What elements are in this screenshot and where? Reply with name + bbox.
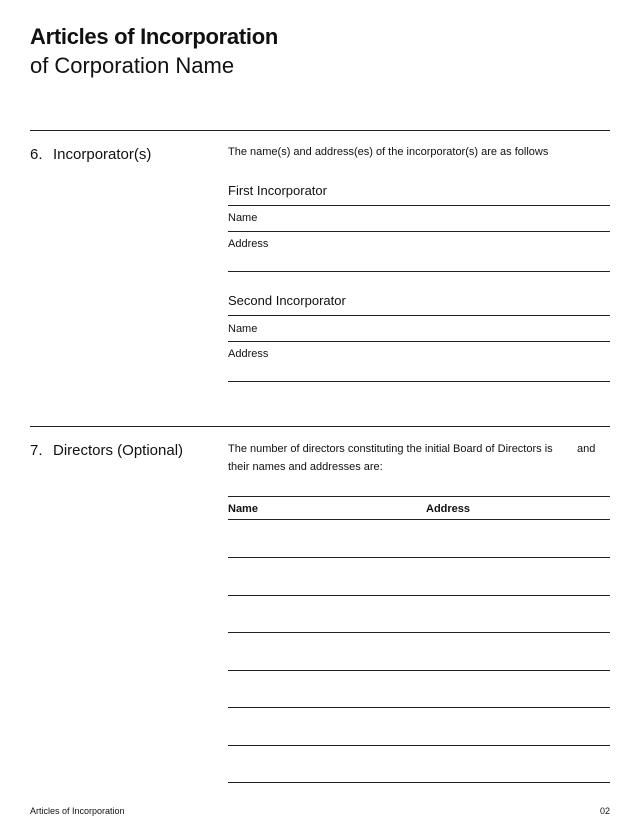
of-label: of [30,53,49,78]
director-entry-line[interactable] [228,670,610,671]
director-entry-line[interactable] [228,595,610,596]
name-column-header: Name [228,503,258,515]
document-title: Articles of Incorporation [30,24,278,49]
section-number: 7. [30,442,43,459]
page-number: 02 [599,806,610,816]
rule [228,205,610,206]
rule [228,381,610,382]
director-entry-line[interactable] [228,707,610,708]
directors-and-text: and [577,443,596,455]
second-incorporator-address-field[interactable]: Address [228,348,269,360]
rule [228,341,610,342]
directors-count-text: The number of directors constituting the initial Board of Directors is [228,443,553,455]
section-divider [30,130,610,131]
corporation-name-line [30,53,234,79]
address-column-header: Address [426,503,471,515]
rule [228,519,610,520]
director-entry-line[interactable] [228,745,610,746]
rule [228,315,610,316]
rule [228,496,610,497]
first-incorporator-title: First Incorporator [228,183,327,198]
section-number: 6. [30,146,43,163]
section-7-heading [30,442,183,459]
corporation-name-field[interactable]: Corporation Name [54,53,235,78]
first-incorporator-address-field[interactable]: Address [228,238,269,250]
section-6-heading [30,146,151,163]
rule [228,231,610,232]
directors-names-text: their names and addresses are: [228,461,383,473]
director-entry-line[interactable] [228,632,610,633]
incorporators-intro: The name(s) and address(es) of the incorporator(s) are as follows [228,146,549,158]
second-incorporator-title: Second Incorporator [228,293,346,308]
footer-document-title: Articles of Incorporation [30,806,125,816]
director-entry-line[interactable] [228,557,610,558]
first-incorporator-name-field[interactable]: Name [228,212,258,224]
section-title: Incorporator(s) [53,146,152,163]
section-title: Directors (Optional) [53,442,184,459]
second-incorporator-name-field[interactable]: Name [228,323,258,335]
section-divider [30,426,610,427]
rule [228,271,610,272]
director-entry-line[interactable] [228,782,610,783]
